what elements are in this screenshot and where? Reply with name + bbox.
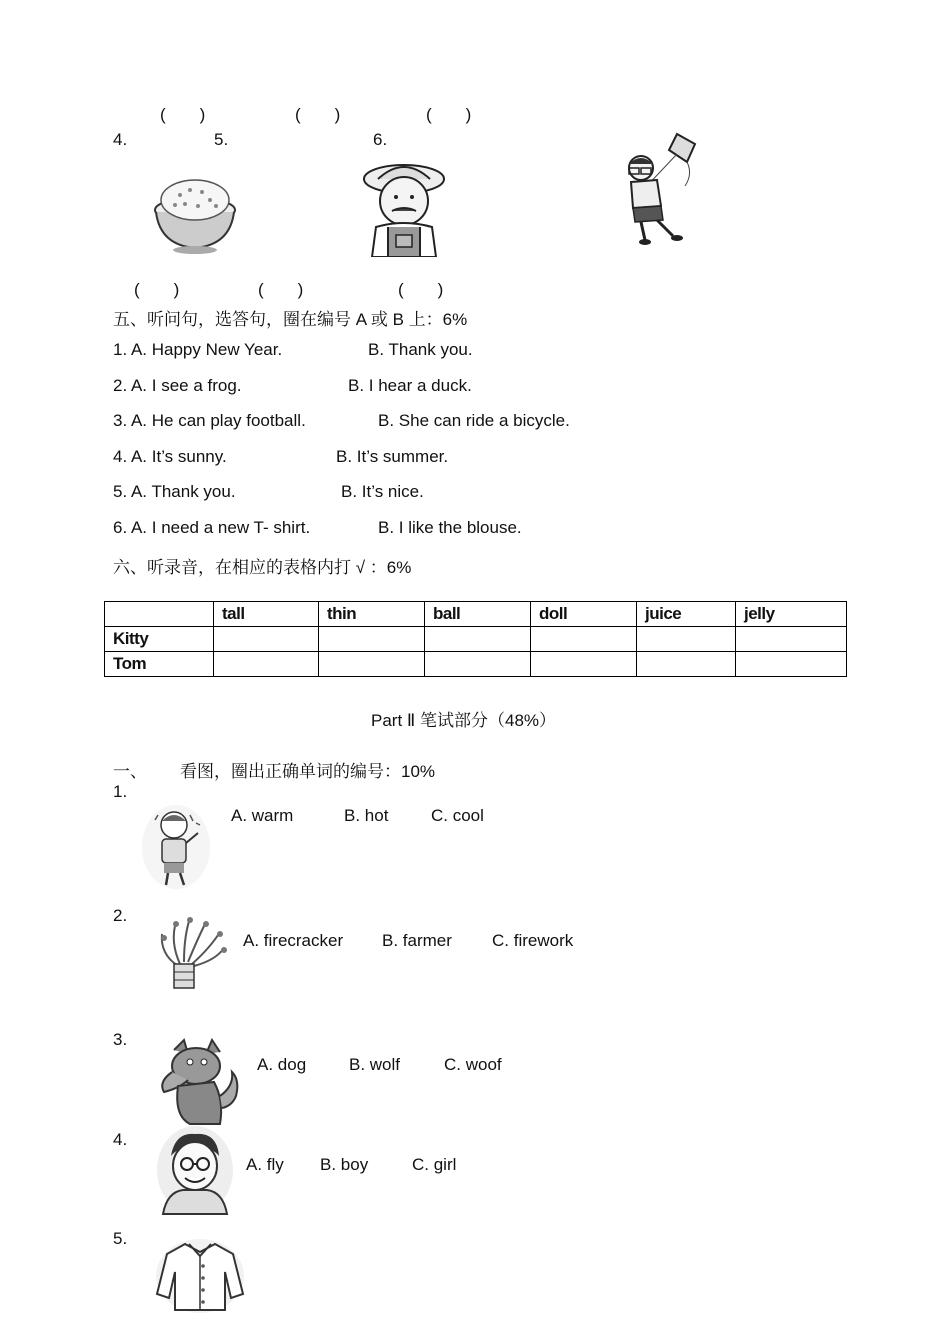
check-cell[interactable]	[425, 652, 531, 677]
boy-icon	[155, 1126, 235, 1216]
table-header-cell: doll	[531, 602, 637, 627]
p2-item2-option-a[interactable]: A. firecracker	[243, 931, 344, 950]
table-row	[105, 652, 847, 677]
part2-q1-heading: 看图，圈出正确单词的编号：10%	[180, 762, 436, 781]
row-label: Kitty	[105, 627, 214, 652]
check-cell[interactable]	[736, 627, 847, 652]
check-cell[interactable]	[319, 627, 425, 652]
p2-item2-number: 2.	[113, 906, 128, 925]
check-cell[interactable]	[319, 652, 425, 677]
kite-boy-icon	[615, 130, 705, 248]
s5-item4-a: 4. A. It’s sunny.	[113, 447, 227, 466]
table-header-cell	[105, 602, 214, 627]
hot-boy-icon	[140, 803, 212, 891]
check-cell[interactable]	[736, 652, 847, 677]
rice-bowl-icon	[150, 170, 240, 254]
answer-paren-3: ( )	[426, 105, 472, 124]
check-cell[interactable]	[214, 652, 319, 677]
s5-item2-a: 2. A. I see a frog.	[113, 376, 242, 395]
s5-item5-b: B. It’s nice.	[341, 482, 424, 501]
s5-item5-a: 5. A. Thank you.	[113, 482, 236, 501]
answer-paren-4: ( )	[134, 280, 180, 299]
part2-q1-number: 一、	[113, 762, 147, 781]
p2-item3-option-c[interactable]: C. woof	[444, 1055, 502, 1074]
item-number-5: 5.	[214, 130, 229, 149]
p2-item4-option-c[interactable]: C. girl	[412, 1155, 457, 1174]
section6-heading: 六、听录音，在相应的表格内打 √ ：6%	[113, 558, 412, 577]
check-cell[interactable]	[637, 627, 736, 652]
p2-item1-option-c[interactable]: C. cool	[431, 806, 484, 825]
s5-item4-b: B. It’s summer.	[336, 447, 449, 466]
firework-icon	[154, 914, 230, 992]
answer-paren-1: ( )	[160, 105, 206, 124]
p2-item4-number: 4.	[113, 1130, 128, 1149]
s5-item2-b: B. I hear a duck.	[348, 376, 472, 395]
table-header-cell: ball	[425, 602, 531, 627]
check-table	[104, 601, 847, 677]
check-cell[interactable]	[637, 652, 736, 677]
p2-item2-option-b[interactable]: B. farmer	[382, 931, 452, 950]
item-number-6: 6.	[373, 130, 388, 149]
blouse-icon	[155, 1238, 245, 1314]
section5-heading: 五、听问句，选答句，圈在编号 A 或 B 上：6%	[113, 310, 468, 329]
item-number-4: 4.	[113, 130, 128, 149]
s5-item3-b: B. She can ride a bicycle.	[378, 411, 570, 430]
p2-item1-option-a[interactable]: A. warm	[231, 806, 294, 825]
s5-item1-a: 1. A. Happy New Year.	[113, 340, 283, 359]
p2-item4-option-a[interactable]: A. fly	[246, 1155, 284, 1174]
table-header-cell: jelly	[736, 602, 847, 627]
check-cell[interactable]	[531, 652, 637, 677]
part2-title: Part Ⅱ 笔试部分（48%）	[371, 711, 557, 730]
p2-item1-option-b[interactable]: B. hot	[344, 806, 389, 825]
row-label: Tom	[105, 652, 214, 677]
table-header-cell: tall	[214, 602, 319, 627]
s5-item6-b: B. I like the blouse.	[378, 518, 522, 537]
s5-item3-a: 3. A. He can play football.	[113, 411, 306, 430]
table-row	[105, 627, 847, 652]
answer-paren-6: ( )	[398, 280, 444, 299]
p2-item3-option-a[interactable]: A. dog	[257, 1055, 307, 1074]
check-cell[interactable]	[214, 627, 319, 652]
p2-item5-number: 5.	[113, 1229, 128, 1248]
table-header-cell: juice	[637, 602, 736, 627]
p2-item2-option-c[interactable]: C. firework	[492, 931, 574, 950]
p2-item3-number: 3.	[113, 1030, 128, 1049]
farmer-icon	[358, 157, 450, 257]
s5-item6-a: 6. A. I need a new T- shirt.	[113, 518, 311, 537]
s5-item1-b: B. Thank you.	[368, 340, 473, 359]
check-cell[interactable]	[425, 627, 531, 652]
answer-paren-2: ( )	[295, 105, 341, 124]
table-header-cell: thin	[319, 602, 425, 627]
answer-paren-5: ( )	[258, 280, 304, 299]
wolf-icon	[154, 1036, 244, 1126]
p2-item3-option-b[interactable]: B. wolf	[349, 1055, 401, 1074]
p2-item1-number: 1.	[113, 782, 128, 801]
check-cell[interactable]	[531, 627, 637, 652]
p2-item4-option-b[interactable]: B. boy	[320, 1155, 369, 1174]
table-header-row	[105, 602, 847, 627]
